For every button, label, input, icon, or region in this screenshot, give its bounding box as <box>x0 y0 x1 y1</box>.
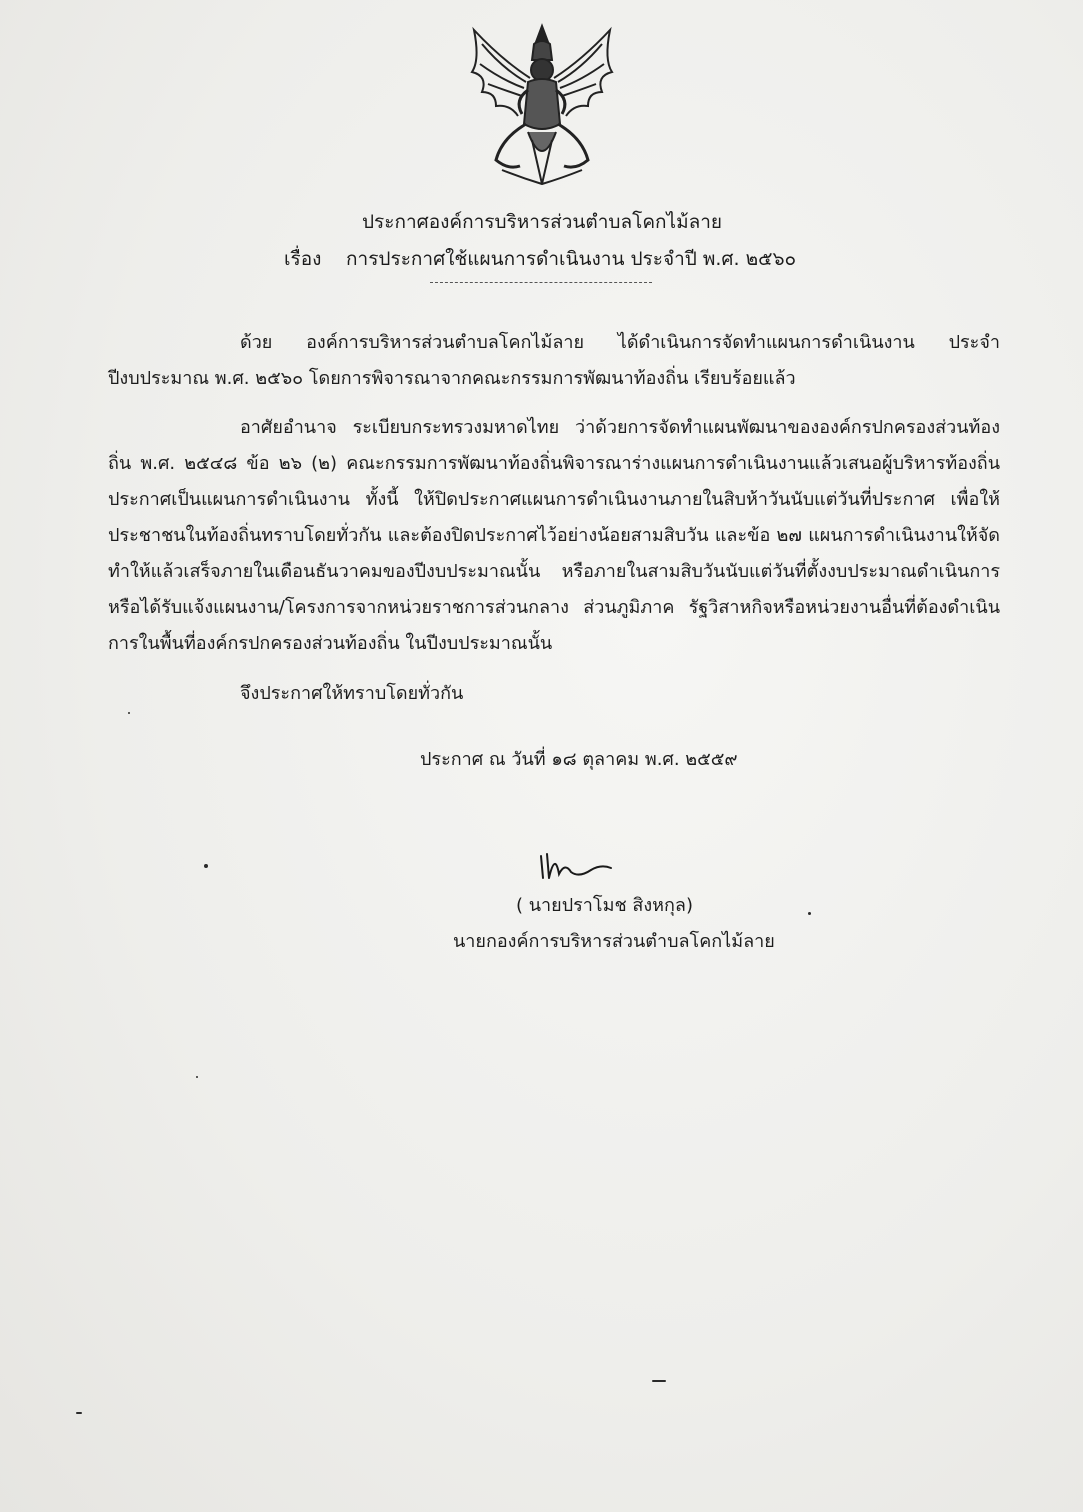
paper-speck <box>808 912 811 915</box>
announcement-title: ประกาศองค์การบริหารส่วนตำบลโคกไม้ลาย <box>362 211 723 233</box>
subject-label: เรื่อง <box>284 248 322 270</box>
paper-speck <box>204 864 208 868</box>
signer-title: นายกองค์การบริหารส่วนตำบลโคกไม้ลาย <box>453 931 775 952</box>
paper-speck <box>76 1412 82 1414</box>
announcement-subject <box>284 244 1083 274</box>
subject-text: การประกาศใช้แผนการดำเนินงาน ประจำปี พ.ศ. ๒๕๖๐ <box>346 248 797 270</box>
header-divider <box>430 282 652 283</box>
announcement-date: ประกาศ ณ วันที่ ๑๘ ตุลาคม พ.ศ. ๒๕๕๙ <box>420 749 738 770</box>
body-paragraph-2: อาศัยอำนาจ ระเบียบกระทรวงมหาดไทย ว่าด้วยการจัดทำแผนพัฒนาขององค์กรปกครองส่วนท้องถิ่น พ.ศ. ๒๕๔๘ ข้อ ๒๖ (๒) คณะกรรมการพัฒนาท้องถิ่นพิจารณาร่างแผนการดำเนินงานแล้วเสนอผู้บริหารท้องถิ่นประกาศเป็นแผนการดำเนินงาน ทั้งนี้ ให้ปิดประกาศแผนการดำเนินงานภายในสิบห้าวันนับแต่วันที่ประกาศ เพื่อให้ประชาชนในท้องถิ่นทราบโดยทั่วกัน และต้องปิดประกาศไว้อย่างน้อยสามสิบวัน และข้อ ๒๗ แผนการดำเนินงานให้จัดทำให้แล้วเสร็จภายในเดือนธันวาคมของปีงบประมาณนั้น หรือภายในสามสิบวันนับแต่วันที่ตั้งงบประมาณดำเนินการหรือได้รับแจ้งแผนงาน/โครงการจากหน่วยราชการส่วนกลาง ส่วนภูมิภาค รัฐวิสาหกิจหรือหน่วยงานอื่นที่ต้องดำเนินการในพื้นที่องค์กรปกครองส่วนท้องถิ่น ในปีงบประมาณนั้น <box>108 417 1000 654</box>
paper-speck <box>652 1380 666 1382</box>
paper-speck <box>196 1076 198 1078</box>
handwritten-signature <box>535 848 615 884</box>
body-paragraph-3: จึงประกาศให้ทราบโดยทั่วกัน <box>240 683 464 704</box>
signer-name: ( นายปราโมช สิงหกุล) <box>516 895 693 916</box>
paper-speck <box>128 712 130 714</box>
garuda-emblem-icon <box>462 20 622 188</box>
body-paragraph-1: ด้วย องค์การบริหารส่วนตำบลโคกไม้ลาย ได้ดำเนินการจัดทำแผนการดำเนินงาน ประจำปีงบประมาณ พ.ศ. ๒๕๖๐ โดยการพิจารณาจากคณะกรรมการพัฒนาท้องถิ่น เรียบร้อยแล้ว <box>108 332 1000 389</box>
